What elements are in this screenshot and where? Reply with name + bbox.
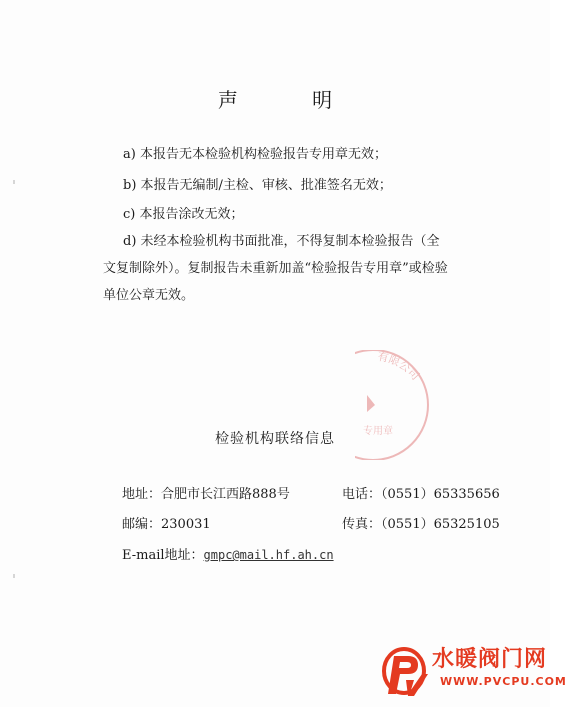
contact-phone: 电话：（0551）65335656 <box>342 487 500 502</box>
contact-heading: 检验机构联络信息 <box>215 431 335 447</box>
clause-b: b) 本报告无编制/主检、审核、批准签名无效； <box>123 178 392 193</box>
watermark-url: WWW.PVCPU.COM <box>440 675 567 688</box>
seal-text: 有限公司 <box>376 350 422 383</box>
scan-mark <box>13 574 15 578</box>
email-label: E-mail地址： <box>122 548 204 563</box>
contact-fax: 传真：（0551）65325105 <box>342 517 500 532</box>
watermark-name: 水暖阀门网 <box>432 647 548 672</box>
site-watermark <box>378 636 567 707</box>
clause-a: a) 本报告无本检验机构检验报告专用章无效； <box>123 147 387 162</box>
contact-email <box>122 546 334 565</box>
clause-d: d) 未经本检验机构书面批准，不得复制本检验报告（全文复制除外）。复制报告未重新加盖“检验报告专用章”或检验单位公章无效。 <box>103 234 448 303</box>
clause-c: c) 本报告涂改无效； <box>123 207 244 222</box>
contact-postcode: 邮编：230031 <box>122 517 211 532</box>
seal-stamp-label: 专用章 <box>363 426 393 437</box>
scan-mark <box>13 180 15 184</box>
email-link[interactable]: gmpc@mail.hf.ah.cn <box>203 548 334 562</box>
watermark-logo-icon <box>378 636 434 702</box>
svg-text:有限公司 <box>376 350 422 383</box>
contact-address: 地址：合肥市长江西路888号 <box>122 487 290 502</box>
page-title: 声 明 <box>217 88 367 112</box>
